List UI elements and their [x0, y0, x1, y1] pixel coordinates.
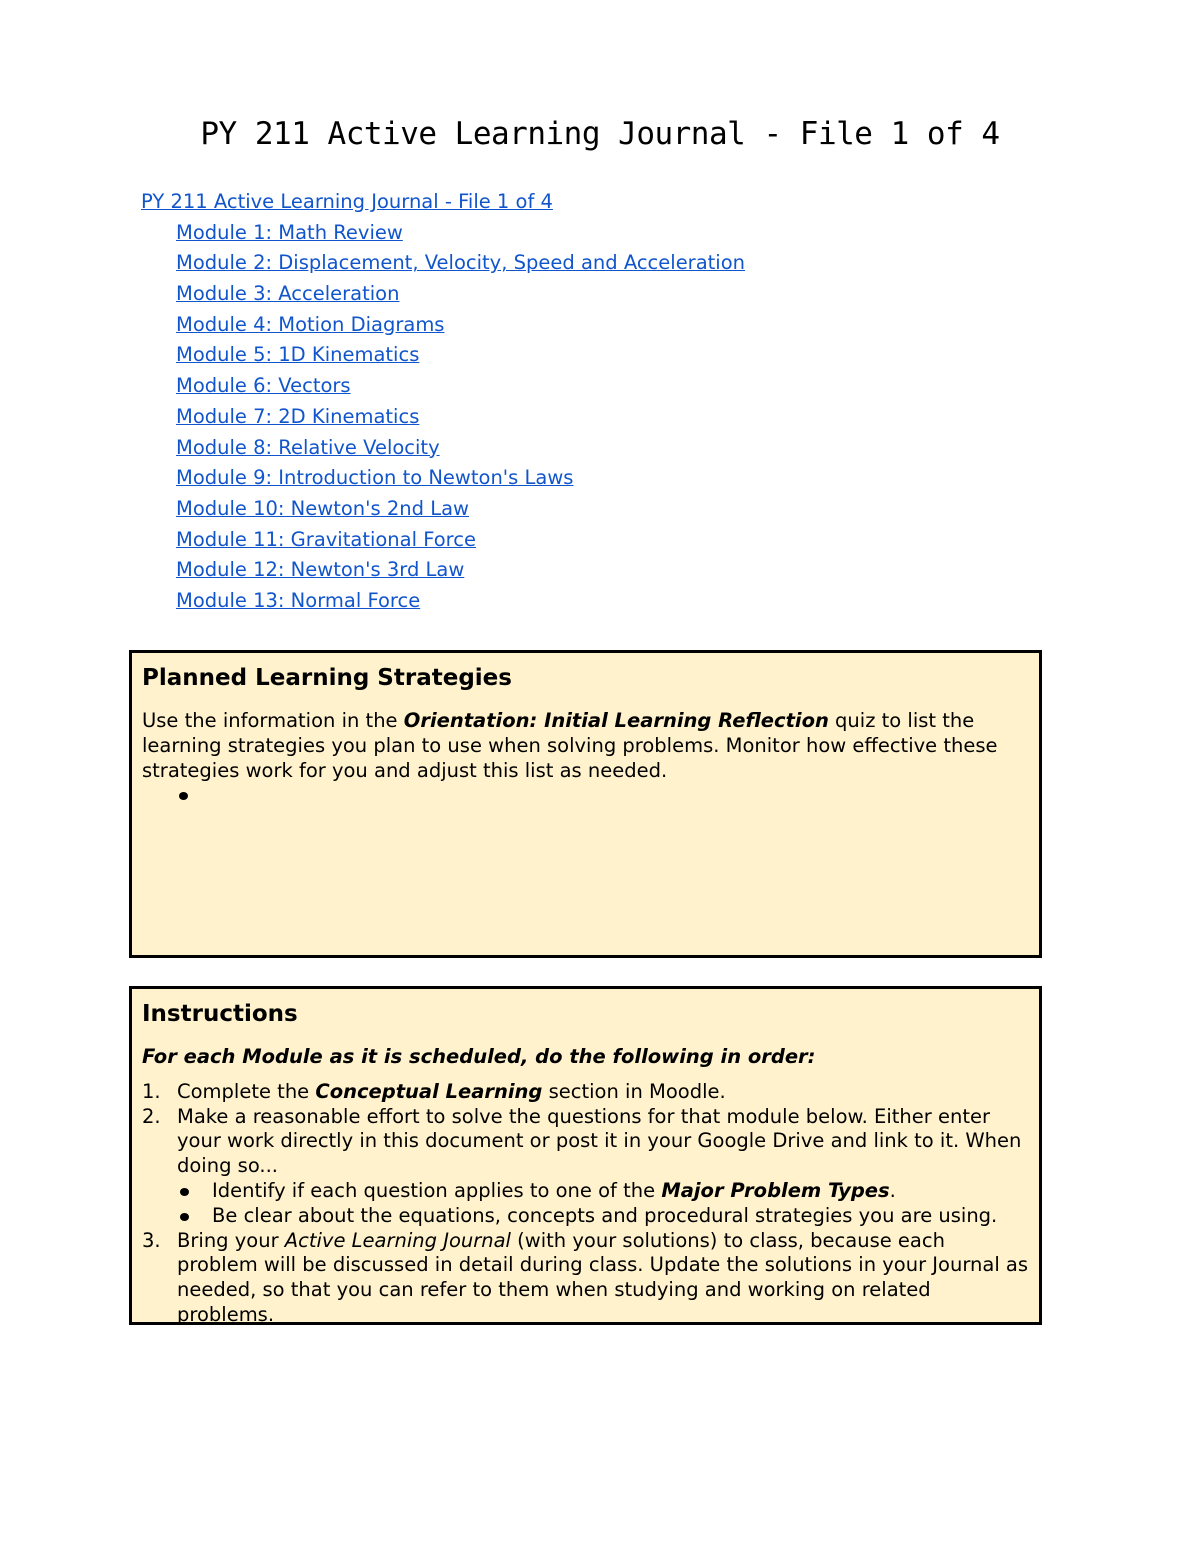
planned-learning-strategies-box — [129, 650, 1042, 958]
toc-link-module-8[interactable]: Module 8: Relative Velocity — [176, 435, 440, 459]
major-problem-types-term: Major Problem Types — [661, 1178, 890, 1202]
instructions-steps — [142, 1080, 1029, 1328]
step-2-bullets — [177, 1179, 1029, 1229]
toc-link-module-9[interactable]: Module 9: Introduction to Newton's Laws — [176, 466, 574, 490]
active-learning-journal-term: Active Learning Journal — [284, 1228, 511, 1252]
orientation-quiz-name: Orientation: Initial Learning Reflection — [403, 709, 829, 732]
toc-link-module-11[interactable]: Module 11: Gravitational Force — [176, 527, 476, 551]
step-number: 1. — [142, 1079, 161, 1103]
toc-link-module-6[interactable]: Module 6: Vectors — [176, 374, 351, 398]
instructions-lead: For each Module as it is scheduled, do the following in order: — [142, 1045, 816, 1068]
conceptual-learning-term: Conceptual Learning — [315, 1079, 543, 1103]
table-of-contents — [141, 187, 1041, 617]
toc-link-module-10[interactable]: Module 10: Newton's 2nd Law — [176, 496, 469, 520]
planned-heading: Planned Learning Strategies — [142, 665, 512, 691]
bullet-icon — [179, 792, 188, 800]
bullet-icon — [180, 1188, 189, 1196]
step-3: 3. Bring your Active Learning Journal (with your solutions) to class, because each problem will be discussed in detail during class. Update the solutions in your Journal as needed, so that you can refer to them when studying and working on related problems. — [142, 1228, 1029, 1326]
bullet-icon — [180, 1213, 189, 1221]
step-number: 3. — [142, 1228, 161, 1252]
step-2: 2. Make a reasonable effort to solve the questions for that module below. Either enter your work directly in this document or post it in your Google Drive and link to it. When doing so... Identify if each question applies to one of the Major Problem Types. Be clear about the equations, concepts and procedural strategies you are using. — [142, 1105, 1029, 1229]
toc-link-module-4[interactable]: Module 4: Motion Diagrams — [176, 312, 445, 336]
strategy-list[interactable] — [142, 783, 1029, 808]
page-title: PY 211 Active Learning Journal - File 1 of 4 — [200, 116, 1000, 152]
step-1: 1. Complete the Conceptual Learning section in Moodle. — [142, 1079, 726, 1103]
toc-link-module-12[interactable]: Module 12: Newton's 3rd Law — [176, 558, 465, 582]
toc-link-module-2[interactable]: Module 2: Displacement, Velocity, Speed and Acceleration — [176, 251, 746, 275]
toc-link-module-5[interactable]: Module 5: 1D Kinematics — [176, 343, 420, 367]
toc-link-module-1[interactable]: Module 1: Math Review — [176, 220, 403, 244]
toc-link-module-3[interactable]: Module 3: Acceleration — [176, 282, 400, 306]
toc-link-module-13[interactable]: Module 13: Normal Force — [176, 588, 421, 612]
instructions-heading: Instructions — [142, 1001, 298, 1027]
step-2-bullet: Identify if each question applies to one of the Major Problem Types. — [177, 1179, 1029, 1204]
strategy-list-item[interactable] — [142, 783, 1029, 808]
planned-description: Use the information in the Orientation: Initial Learning Reflection quiz to list the learning strategies you plan to use when solving problems. Monitor how effective these strategies work for you and adjust this list as needed. — [142, 709, 998, 782]
instructions-box — [129, 986, 1042, 1325]
step-number: 2. — [142, 1104, 161, 1128]
toc-link-title[interactable]: PY 211 Active Learning Journal - File 1 of 4 — [141, 190, 553, 213]
step-2-bullet: Be clear about the equations, concepts and procedural strategies you are using. — [177, 1204, 1029, 1229]
toc-link-module-7[interactable]: Module 7: 2D Kinematics — [176, 404, 420, 428]
